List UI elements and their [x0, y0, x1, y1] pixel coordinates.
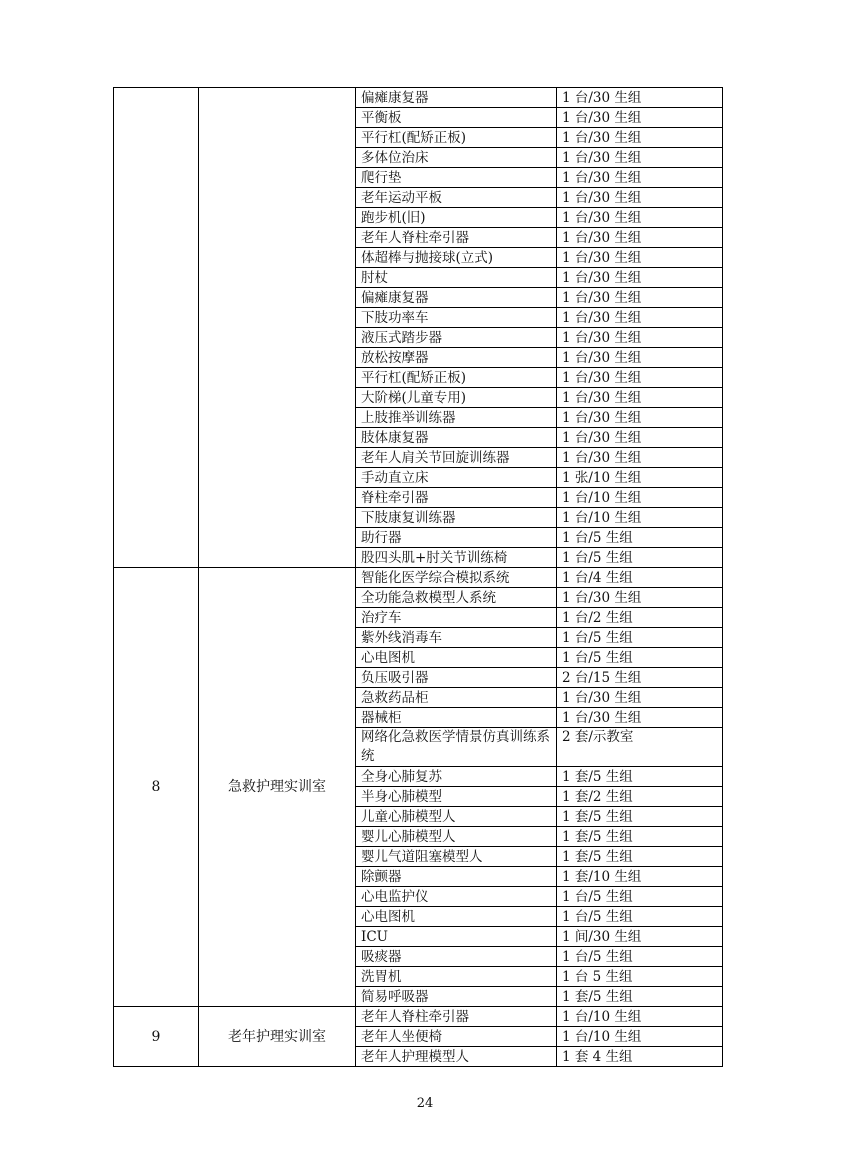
- equipment-name-cell: 吸痰器: [356, 947, 557, 967]
- equipment-quantity-cell: 1 台/30 生组: [557, 408, 723, 428]
- equipment-quantity-cell: 1 套/5 生组: [557, 767, 723, 787]
- equipment-name-cell: 下肢功率车: [356, 308, 557, 328]
- equipment-name-cell: 简易呼吸器: [356, 987, 557, 1007]
- equipment-quantity-cell: 1 台/2 生组: [557, 608, 723, 628]
- equipment-name-cell: 体超棒与抛接球(立式): [356, 248, 557, 268]
- equipment-name-cell: 偏瘫康复器: [356, 88, 557, 108]
- equipment-name-cell: 多体位治床: [356, 148, 557, 168]
- equipment-name-cell: 心电监护仪: [356, 887, 557, 907]
- equipment-quantity-cell: 2 套/示教室: [557, 728, 723, 767]
- equipment-quantity-cell: 1 台/30 生组: [557, 308, 723, 328]
- equipment-quantity-cell: 1 台/5 生组: [557, 947, 723, 967]
- equipment-name-cell: 老年运动平板: [356, 188, 557, 208]
- table-row: [114, 568, 723, 588]
- equipment-quantity-cell: 2 台/15 生组: [557, 668, 723, 688]
- page-number: 24: [416, 1096, 434, 1111]
- equipment-quantity-cell: 1 台/30 生组: [557, 288, 723, 308]
- equipment-name-cell: 儿童心肺模型人: [356, 807, 557, 827]
- equipment-name-cell: 智能化医学综合模拟系统: [356, 568, 557, 588]
- equipment-quantity-cell: 1 台/30 生组: [557, 328, 723, 348]
- equipment-quantity-cell: 1 台 5 生组: [557, 967, 723, 987]
- equipment-table: [113, 87, 723, 1067]
- equipment-quantity-cell: 1 台/30 生组: [557, 188, 723, 208]
- equipment-name-cell: 脊柱牵引器: [356, 488, 557, 508]
- equipment-name-cell: 液压式踏步器: [356, 328, 557, 348]
- equipment-name-cell: 老年人脊柱牵引器: [356, 1007, 557, 1027]
- equipment-name-cell: 全功能急救模型人系统: [356, 588, 557, 608]
- equipment-name-cell: 除颤器: [356, 867, 557, 887]
- equipment-quantity-cell: 1 台/30 生组: [557, 128, 723, 148]
- equipment-quantity-cell: 1 台/30 生组: [557, 348, 723, 368]
- equipment-quantity-cell: 1 套/5 生组: [557, 807, 723, 827]
- equipment-quantity-cell: 1 台/30 生组: [557, 448, 723, 468]
- equipment-name-cell: 跑步机(旧): [356, 208, 557, 228]
- equipment-name-cell: 网络化急救医学情景仿真训练系统: [356, 728, 557, 767]
- equipment-quantity-cell: 1 台/10 生组: [557, 508, 723, 528]
- room-number-cell: 8: [114, 568, 199, 1007]
- equipment-name-cell: 平行杠(配矫正板): [356, 128, 557, 148]
- equipment-quantity-cell: 1 台/5 生组: [557, 887, 723, 907]
- equipment-name-cell: 手动直立床: [356, 468, 557, 488]
- equipment-name-cell: 放松按摩器: [356, 348, 557, 368]
- equipment-name-cell: ICU: [356, 927, 557, 947]
- equipment-quantity-cell: 1 台/30 生组: [557, 388, 723, 408]
- table-row: [114, 88, 723, 108]
- equipment-name-cell: 老年人坐便椅: [356, 1027, 557, 1047]
- equipment-name-cell: 老年人脊柱牵引器: [356, 228, 557, 248]
- equipment-quantity-cell: 1 套/10 生组: [557, 867, 723, 887]
- equipment-name-cell: 紫外线消毒车: [356, 628, 557, 648]
- equipment-quantity-cell: 1 台/4 生组: [557, 568, 723, 588]
- room-name-cell: [199, 88, 356, 568]
- equipment-quantity-cell: 1 台/30 生组: [557, 208, 723, 228]
- equipment-quantity-cell: 1 套/5 生组: [557, 847, 723, 867]
- room-number-cell: [114, 88, 199, 568]
- equipment-quantity-cell: 1 台/10 生组: [557, 488, 723, 508]
- equipment-quantity-cell: 1 台/30 生组: [557, 368, 723, 388]
- equipment-quantity-cell: 1 套/5 生组: [557, 987, 723, 1007]
- equipment-name-cell: 急救药品柜: [356, 688, 557, 708]
- equipment-quantity-cell: 1 台/30 生组: [557, 148, 723, 168]
- equipment-quantity-cell: 1 套/2 生组: [557, 787, 723, 807]
- equipment-name-cell: 半身心肺模型: [356, 787, 557, 807]
- equipment-name-cell: 洗胃机: [356, 967, 557, 987]
- equipment-name-cell: 婴儿气道阻塞模型人: [356, 847, 557, 867]
- equipment-quantity-cell: 1 套/5 生组: [557, 827, 723, 847]
- room-name-cell: 老年护理实训室: [199, 1007, 356, 1067]
- equipment-quantity-cell: 1 台/5 生组: [557, 628, 723, 648]
- equipment-name-cell: 负压吸引器: [356, 668, 557, 688]
- equipment-name-cell: 婴儿心肺模型人: [356, 827, 557, 847]
- equipment-name-cell: 股四头肌+肘关节训练椅: [356, 548, 557, 568]
- equipment-quantity-cell: 1 台/10 生组: [557, 1007, 723, 1027]
- equipment-name-cell: 助行器: [356, 528, 557, 548]
- table-row: [114, 1007, 723, 1027]
- equipment-quantity-cell: 1 台/30 生组: [557, 88, 723, 108]
- equipment-quantity-cell: 1 台/10 生组: [557, 1027, 723, 1047]
- equipment-name-cell: 全身心肺复苏: [356, 767, 557, 787]
- equipment-quantity-cell: 1 台/30 生组: [557, 688, 723, 708]
- equipment-name-cell: 老年人护理模型人: [356, 1047, 557, 1067]
- equipment-quantity-cell: 1 台/5 生组: [557, 548, 723, 568]
- equipment-name-cell: 平行杠(配矫正板): [356, 368, 557, 388]
- equipment-name-cell: 肘杖: [356, 268, 557, 288]
- equipment-name-cell: 偏瘫康复器: [356, 288, 557, 308]
- equipment-name-cell: 心电图机: [356, 648, 557, 668]
- equipment-table-body: [114, 88, 723, 1067]
- equipment-quantity-cell: 1 张/10 生组: [557, 468, 723, 488]
- equipment-quantity-cell: 1 台/30 生组: [557, 708, 723, 728]
- room-number-cell: 9: [114, 1007, 199, 1067]
- equipment-name-cell: 爬行垫: [356, 168, 557, 188]
- equipment-quantity-cell: 1 台/5 生组: [557, 648, 723, 668]
- equipment-quantity-cell: 1 台/30 生组: [557, 268, 723, 288]
- equipment-quantity-cell: 1 间/30 生组: [557, 927, 723, 947]
- equipment-quantity-cell: 1 台/30 生组: [557, 248, 723, 268]
- equipment-name-cell: 老年人肩关节回旋训练器: [356, 448, 557, 468]
- equipment-name-cell: 治疗车: [356, 608, 557, 628]
- equipment-quantity-cell: 1 套 4 生组: [557, 1047, 723, 1067]
- equipment-quantity-cell: 1 台/30 生组: [557, 588, 723, 608]
- equipment-quantity-cell: 1 台/5 生组: [557, 907, 723, 927]
- equipment-name-cell: 平衡板: [356, 108, 557, 128]
- equipment-quantity-cell: 1 台/30 生组: [557, 228, 723, 248]
- equipment-name-cell: 大阶梯(儿童专用): [356, 388, 557, 408]
- equipment-name-cell: 心电图机: [356, 907, 557, 927]
- equipment-quantity-cell: 1 台/30 生组: [557, 168, 723, 188]
- equipment-name-cell: 下肢康复训练器: [356, 508, 557, 528]
- equipment-quantity-cell: 1 台/30 生组: [557, 108, 723, 128]
- equipment-name-cell: 器械柜: [356, 708, 557, 728]
- equipment-name-cell: 肢体康复器: [356, 428, 557, 448]
- equipment-name-cell: 上肢推举训练器: [356, 408, 557, 428]
- equipment-quantity-cell: 1 台/30 生组: [557, 428, 723, 448]
- equipment-quantity-cell: 1 台/5 生组: [557, 528, 723, 548]
- room-name-cell: 急救护理实训室: [199, 568, 356, 1007]
